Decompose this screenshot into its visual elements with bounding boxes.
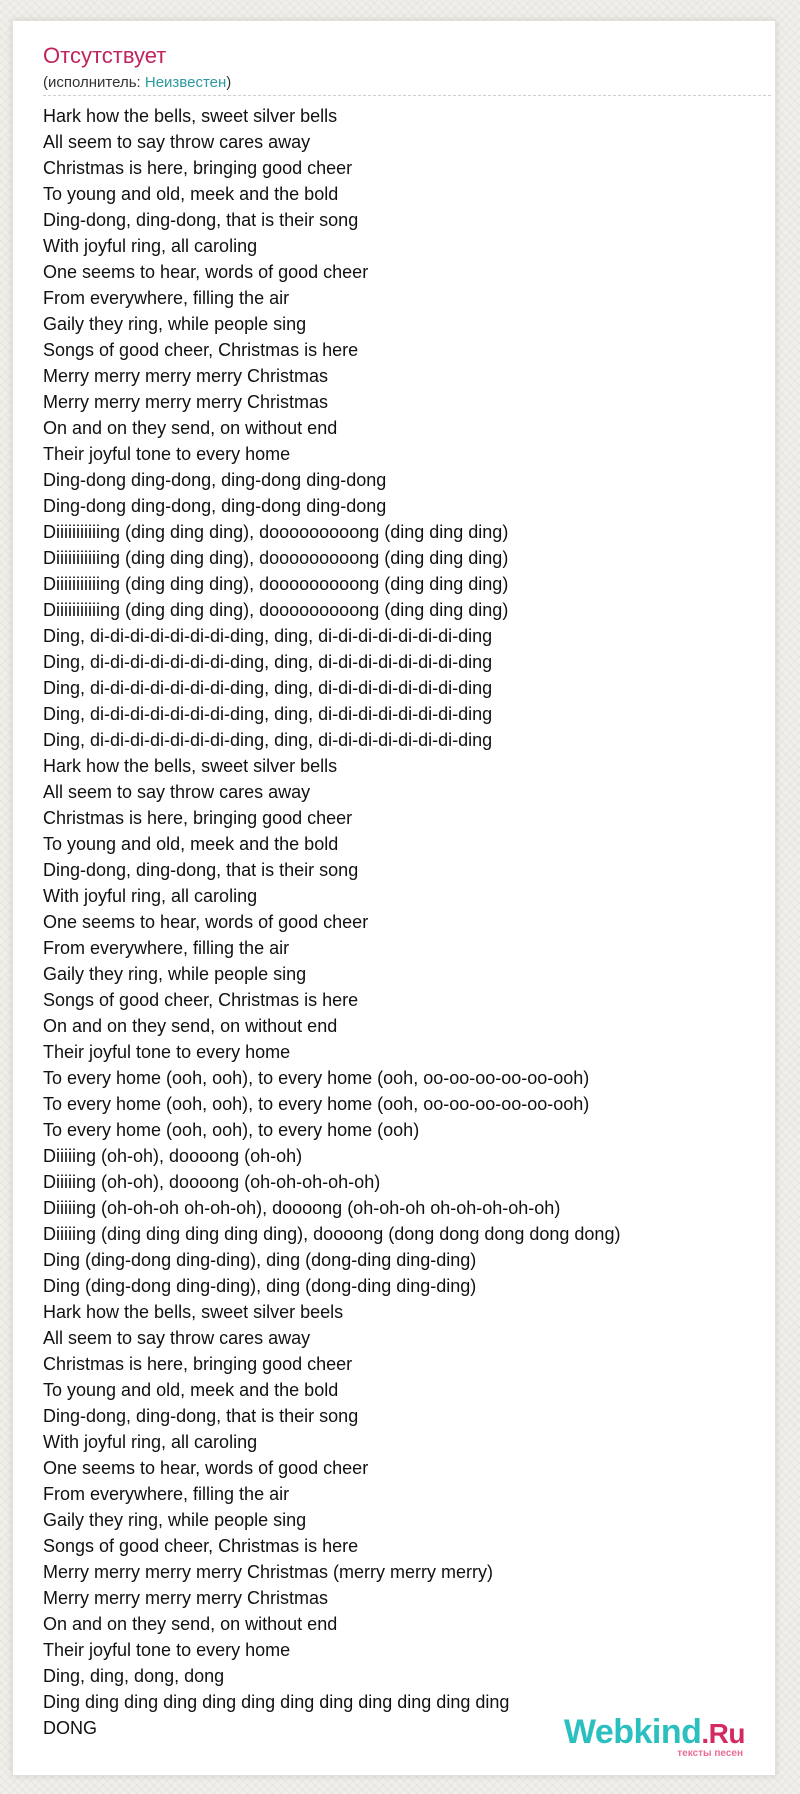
lyric-line: Diiiiing (oh-oh), doooong (oh-oh-oh-oh-oh) — [43, 1172, 381, 1192]
lyric-line: DONG — [43, 1718, 97, 1738]
artist-suffix: ) — [226, 74, 232, 91]
lyric-line: Christmas is here, bringing good cheer — [43, 1354, 353, 1374]
lyric-line: Diiiiiiiiiiing (ding ding ding), dooooooooong (ding ding ding) — [43, 522, 509, 542]
artist-line — [43, 74, 231, 92]
artist-prefix: (исполнитель: — [43, 74, 145, 91]
lyric-line: From everywhere, filling the air — [43, 288, 290, 308]
lyric-line: Merry merry merry merry Christmas — [43, 1588, 328, 1608]
lyric-line: Diiiiiiiiiiing (ding ding ding), dooooooooong (ding ding ding) — [43, 574, 509, 594]
lyric-line: Diiiiing (ding ding ding ding ding), doooong (dong dong dong dong dong) — [43, 1224, 621, 1244]
lyric-line: To every home (ooh, ooh), to every home (ooh, oo-oo-oo-oo-oo-ooh) — [43, 1094, 590, 1114]
lyric-line: Ding-dong, ding-dong, that is their song — [43, 860, 359, 880]
lyric-line: To every home (ooh, ooh), to every home (ooh) — [43, 1120, 420, 1140]
lyric-line: To young and old, meek and the bold — [43, 1380, 339, 1400]
lyric-line: Gaily they ring, while people sing — [43, 1510, 307, 1530]
lyric-line: Hark how the bells, sweet silver bells — [43, 756, 338, 776]
logo-tld: .Ru — [701, 1718, 745, 1749]
lyrics-card — [12, 20, 776, 1776]
lyric-line: To young and old, meek and the bold — [43, 184, 339, 204]
logo-wordmark — [564, 1715, 745, 1751]
lyric-line: Hark how the bells, sweet silver bells — [43, 106, 338, 126]
lyric-line: Ding (ding-dong ding-ding), ding (dong-ding ding-ding) — [43, 1276, 477, 1296]
lyric-line: On and on they send, on without end — [43, 1016, 338, 1036]
lyric-line: To every home (ooh, ooh), to every home (ooh, oo-oo-oo-oo-oo-ooh) — [43, 1068, 590, 1088]
lyric-line: One seems to hear, words of good cheer — [43, 262, 369, 282]
lyric-line: With joyful ring, all caroling — [43, 236, 258, 256]
lyric-line: Ding ding ding ding ding ding ding ding ding ding ding ding — [43, 1692, 510, 1712]
lyric-line: All seem to say throw cares away — [43, 1328, 311, 1348]
lyric-line: Their joyful tone to every home — [43, 444, 291, 464]
lyric-line: Merry merry merry merry Christmas — [43, 366, 328, 386]
lyric-line: Their joyful tone to every home — [43, 1640, 291, 1660]
lyric-line: From everywhere, filling the air — [43, 938, 290, 958]
lyric-line: Merry merry merry merry Christmas (merry merry merry) — [43, 1562, 493, 1582]
lyric-line: Songs of good cheer, Christmas is here — [43, 990, 359, 1010]
lyrics-body — [43, 103, 763, 1741]
lyric-line: Songs of good cheer, Christmas is here — [43, 340, 359, 360]
lyric-line: Merry merry merry merry Christmas — [43, 392, 328, 412]
lyric-line: With joyful ring, all caroling — [43, 1432, 258, 1452]
lyric-line: From everywhere, filling the air — [43, 1484, 290, 1504]
lyric-line: All seem to say throw cares away — [43, 782, 311, 802]
logo-tagline: тексты песен — [677, 1748, 743, 1759]
divider — [43, 95, 771, 96]
site-logo[interactable] — [564, 1715, 745, 1759]
lyric-line: Ding-dong ding-dong, ding-dong ding-dong — [43, 496, 387, 516]
lyric-line: Diiiiiiiiiiing (ding ding ding), dooooooooong (ding ding ding) — [43, 548, 509, 568]
lyric-line: Diiiiing (oh-oh-oh oh-oh-oh), doooong (oh-oh-oh oh-oh-oh-oh-oh) — [43, 1198, 561, 1218]
lyric-line: All seem to say throw cares away — [43, 132, 311, 152]
lyric-line: Ding, di-di-di-di-di-di-di-ding, ding, di-di-di-di-di-di-di-ding — [43, 652, 493, 672]
lyric-line: With joyful ring, all caroling — [43, 886, 258, 906]
lyric-line: Ding, di-di-di-di-di-di-di-ding, ding, di-di-di-di-di-di-di-ding — [43, 626, 493, 646]
lyric-line: Ding, di-di-di-di-di-di-di-ding, ding, di-di-di-di-di-di-di-ding — [43, 730, 493, 750]
lyric-line: Ding, ding, dong, dong — [43, 1666, 225, 1686]
lyric-line: To young and old, meek and the bold — [43, 834, 339, 854]
lyric-line: Diiiiiiiiiiing (ding ding ding), dooooooooong (ding ding ding) — [43, 600, 509, 620]
lyric-line: Ding, di-di-di-di-di-di-di-ding, ding, di-di-di-di-di-di-di-ding — [43, 704, 493, 724]
lyric-line: Ding-dong ding-dong, ding-dong ding-dong — [43, 470, 387, 490]
lyric-line: Christmas is here, bringing good cheer — [43, 808, 353, 828]
lyric-line: One seems to hear, words of good cheer — [43, 1458, 369, 1478]
lyric-line: Songs of good cheer, Christmas is here — [43, 1536, 359, 1556]
lyric-line: On and on they send, on without end — [43, 418, 338, 438]
lyric-line: Ding-dong, ding-dong, that is their song — [43, 210, 359, 230]
logo-name: Webkind — [563, 1713, 702, 1751]
lyric-line: Hark how the bells, sweet silver beels — [43, 1302, 344, 1322]
lyric-line: Ding-dong, ding-dong, that is their song — [43, 1406, 359, 1426]
lyric-line: Christmas is here, bringing good cheer — [43, 158, 353, 178]
lyric-line: Diiiiing (oh-oh), doooong (oh-oh) — [43, 1146, 303, 1166]
lyric-line: On and on they send, on without end — [43, 1614, 338, 1634]
lyric-line: Ding, di-di-di-di-di-di-di-ding, ding, di-di-di-di-di-di-di-ding — [43, 678, 493, 698]
artist-link[interactable]: Неизвестен — [144, 74, 227, 91]
lyric-line: Their joyful tone to every home — [43, 1042, 291, 1062]
lyric-line: Gaily they ring, while people sing — [43, 314, 307, 334]
song-title: Отсутствует — [43, 43, 167, 68]
lyric-line: One seems to hear, words of good cheer — [43, 912, 369, 932]
lyric-line: Ding (ding-dong ding-ding), ding (dong-ding ding-ding) — [43, 1250, 477, 1270]
lyric-line: Gaily they ring, while people sing — [43, 964, 307, 984]
